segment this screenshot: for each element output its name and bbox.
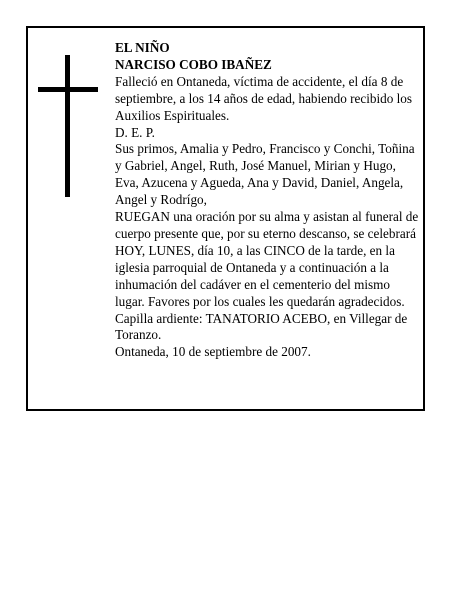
- cross-icon: [38, 55, 98, 197]
- place-date: Ontaneda, 10 de septiembre de 2007.: [115, 344, 311, 360]
- death-statement: Falleció en Ontaneda, víctima de accidente, el día 8 de septiembre, a los 14 años de edad, habiendo recibido los Auxilios Espirituales.: [115, 73, 413, 123]
- cross-horizontal-bar: [38, 87, 98, 92]
- dep-line: D. E. P.: [115, 124, 155, 140]
- notice-body: [115, 40, 420, 361]
- funeral-request: RUEGAN una oración por su alma y asistan al funeral de cuerpo presente que, por su eterno descanso, se celebrará HOY, LUNES, día 10, a las CINCO de la tarde, en la iglesia parroquial de Ontaneda y a continuación a la inhumación del cadáver en el cementerio del mismo lugar. Favores por los cuales les quedarán agradecidos. Capilla ardiente: TANATORIO ACEBO, en Villegar de Toranzo.: [115, 209, 419, 343]
- relatives-list: Sus primos, Amalia y Pedro, Francisco y Conchi, Toñina y Gabriel, Angel, Ruth, José Manuel, Mirian y Hugo, Eva, Azucena y Agueda, Ana y David, Daniel, Angela, Angel y Rodrígo,: [115, 141, 415, 208]
- obituary-notice: [26, 26, 425, 411]
- cross-vertical-bar: [65, 55, 70, 197]
- notice-heading-line1: EL NIÑO: [115, 40, 170, 55]
- deceased-name: NARCISO COBO IBAÑEZ: [115, 56, 272, 72]
